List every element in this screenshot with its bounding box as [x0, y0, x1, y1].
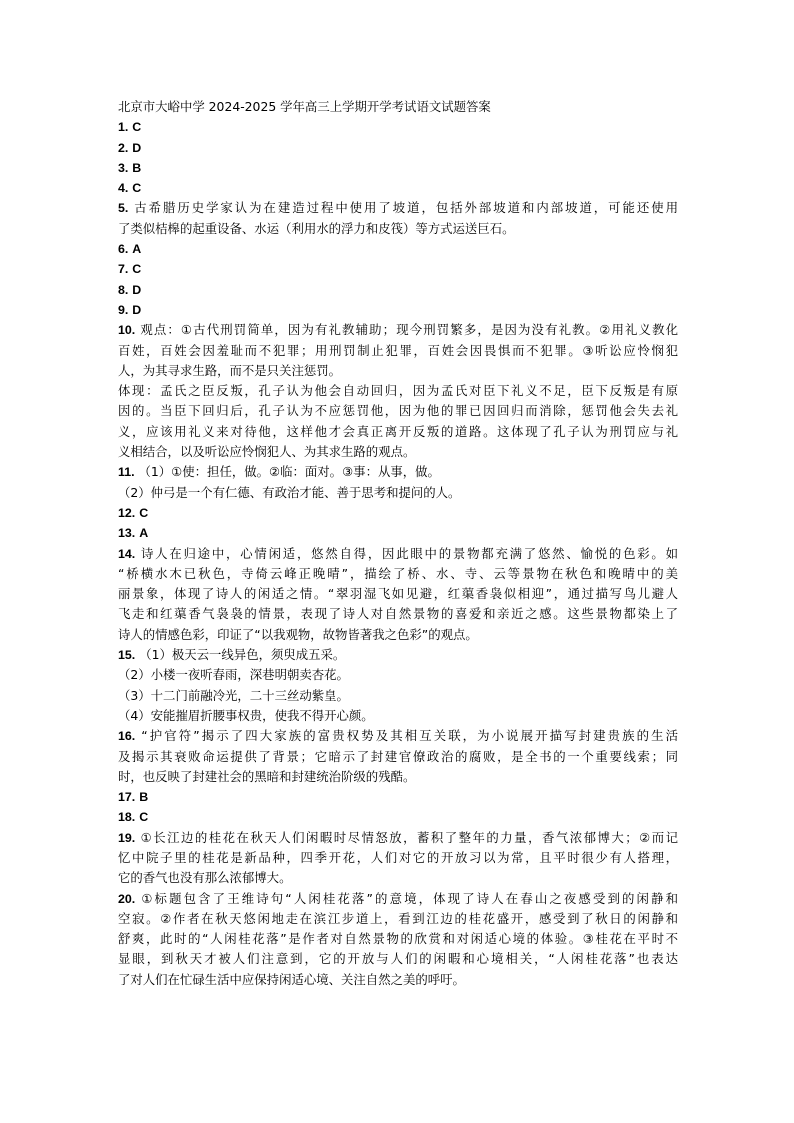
- answer-line: [118, 544, 678, 564]
- question-number: 1.: [118, 120, 129, 135]
- answer-text: ①长江边的桂花在秋天人们闲暇时尽情怒放，蓄积了整年的力量，香气浓郁博大；②而记: [140, 829, 678, 845]
- question-number: 3.: [118, 160, 129, 175]
- answer-line: [118, 949, 678, 969]
- answer-line: [118, 341, 678, 361]
- question-number: 7.: [118, 262, 129, 277]
- answer-line: [118, 462, 678, 482]
- answer-line: [118, 747, 678, 767]
- answer-line: [118, 219, 678, 239]
- answer-text: B: [139, 790, 149, 805]
- question-number: 12.: [118, 505, 136, 520]
- answer-line: [118, 138, 678, 158]
- question-number: 2.: [118, 140, 129, 155]
- answer-line: [118, 645, 678, 665]
- answer-text: （2）仲弓是一个有仁德、有政治才能、善于思考和提问的人。: [118, 484, 461, 500]
- answer-text: 丽景象，体现了诗人的闲适之情。“翠羽湿飞如见避，红蕖香袅似相迎”，通过描写鸟儿避人: [118, 586, 678, 602]
- question-number: 10.: [118, 323, 136, 338]
- answer-line: [118, 300, 678, 320]
- answer-text: 忆中院子里的桂花是新品种，四季开花，人们对它的开放习以为常，且平时很少有人搭理，: [118, 849, 678, 865]
- answer-text: 了对人们在忙碌生活中应保持闲适心境、关注自然之美的呼吁。: [118, 971, 465, 987]
- answer-line: [118, 401, 678, 421]
- answer-line: [118, 239, 678, 259]
- answer-text: 因的。当臣下回归后，孔子认为不应惩罚他，因为他的罪已因回归而消除，惩罚他会失去礼: [118, 403, 678, 419]
- answer-line: [118, 787, 678, 807]
- answer-line: [118, 158, 678, 178]
- answer-text: 义，应该用礼义来对待他，这样他才会真正离开反叛的道路。这体现了孔子认为刑罚应与礼: [118, 423, 678, 439]
- answer-text: C: [132, 181, 142, 196]
- answer-line: [118, 909, 678, 929]
- answer-line: [118, 604, 678, 624]
- answer-line: [118, 848, 678, 868]
- answer-line: [118, 442, 678, 462]
- answer-text: D: [132, 282, 142, 297]
- question-number: 8.: [118, 282, 129, 297]
- answer-line: [118, 178, 678, 198]
- answer-text: “护官符”揭示了四大家族的富贵权势及其相互关联，为小说展开描写封建贵族的生活: [141, 728, 678, 744]
- answer-line: [118, 280, 678, 300]
- question-number: 4.: [118, 181, 129, 196]
- question-number: 20.: [118, 891, 136, 906]
- answer-text: 义相结合，以及听讼应怜悯犯人、为其求生路的观点。: [118, 444, 416, 460]
- answer-text: D: [132, 140, 142, 155]
- answer-text: 百姓，百姓会因羞耻而不犯罪；用刑罚制止犯罪，百姓会因畏惧而不犯罪。③听讼应怜悯犯: [118, 342, 678, 358]
- answer-text: （3）十二门前融冷光，二十三丝动紫皇。: [118, 687, 349, 703]
- answer-text: A: [132, 242, 142, 257]
- question-number: 5.: [118, 201, 129, 216]
- answer-text: C: [132, 120, 142, 135]
- answer-text: “桥横水木已秋色，寺倚云峰正晚晴”，描绘了桥、水、寺、云等景物在秋色和晚晴中的美: [118, 565, 678, 581]
- answer-line: [118, 929, 678, 949]
- answer-line: [118, 523, 678, 543]
- answer-text: 诗人在归途中，心情闲适，悠然自得，因此眼中的景物都充满了悠然、愉悦的色彩。如: [140, 545, 678, 561]
- answer-text: B: [132, 160, 142, 175]
- question-number: 18.: [118, 810, 136, 825]
- answer-text: 空寂。②作者在秋天悠闲地走在滨江步道上，看到江边的桂花盛开，感受到了秋日的闲静和: [118, 910, 678, 926]
- answer-line: [118, 868, 678, 888]
- answer-line: [118, 381, 678, 401]
- answer-line: [118, 767, 678, 787]
- answer-text: （4）安能摧眉折腰事权贵，使我不得开心颜。: [118, 707, 374, 723]
- question-number: 11.: [118, 465, 135, 480]
- answer-line: [118, 706, 678, 726]
- answer-text: 及揭示其衰败命运提供了背景；它暗示了封建官僚政治的腐败，是全书的一个重要线索；同: [118, 748, 678, 764]
- answer-text: 古希腊历史学家认为在建造过程中使用了坡道，包括外部坡道和内部坡道，可能还使用: [134, 200, 678, 216]
- answer-line: [118, 686, 678, 706]
- answer-line: [118, 198, 678, 218]
- question-number: 15.: [118, 648, 136, 663]
- answer-text: 了类似桔槔的起重设备、水运（利用水的浮力和皮筏）等方式运送巨石。: [118, 220, 515, 236]
- answer-line: [118, 483, 678, 503]
- answer-line: [118, 503, 678, 523]
- answer-lines: [118, 117, 678, 990]
- answer-line: [118, 726, 678, 746]
- answer-text: 体现：孟氏之臣反叛，孔子认为他会自动回归，因为孟氏对臣下礼义不足，臣下反叛是有原: [118, 383, 678, 399]
- answer-line: [118, 584, 678, 604]
- question-number: 9.: [118, 302, 129, 317]
- question-number: 6.: [118, 242, 129, 257]
- answer-line: [118, 625, 678, 645]
- answer-line: [118, 422, 678, 442]
- answer-line: [118, 117, 678, 137]
- answer-text: 飞走和红蕖香气袅袅的情景，表现了诗人对自然景物的喜爱和亲近之感。这些景物都染上了: [118, 606, 678, 622]
- answer-line: [118, 564, 678, 584]
- answer-line: [118, 361, 678, 381]
- answer-line: [118, 889, 678, 909]
- answer-text: C: [132, 262, 142, 277]
- answer-text: ①标题包含了王维诗句“人闲桂花落”的意境，体现了诗人在春山之夜感受到的闲静和: [141, 890, 678, 906]
- document-title: 北京市大峪中学 2024-2025 学年高三上学期开学考试语文试题答案: [118, 99, 491, 114]
- question-number: 14.: [118, 546, 136, 561]
- answer-text: 它的香气也没有那么浓郁博大。: [118, 870, 292, 886]
- answer-line: [118, 259, 678, 279]
- answer-text: 时，也反映了封建社会的黑暗和封建统治阶级的残酷。: [118, 768, 416, 784]
- question-number: 19.: [118, 830, 136, 845]
- question-number: 13.: [118, 526, 136, 541]
- answer-text: （2）小楼一夜听春雨，深巷明朝卖杏花。: [118, 667, 349, 683]
- answer-line: [118, 665, 678, 685]
- answer-document: [118, 97, 678, 990]
- answer-text: C: [139, 505, 149, 520]
- answer-text: 显眼，到秋天才被人们注意到，它的开放与人们的闲暇和心境相关，“人闲桂花落”也表达: [118, 951, 678, 967]
- answer-text: （1）极天云一线异色，须臾成五采。: [139, 647, 346, 663]
- answer-line: [118, 970, 678, 990]
- answer-line: [118, 807, 678, 827]
- answer-text: C: [139, 810, 149, 825]
- answer-text: A: [139, 526, 149, 541]
- answer-text: （1）①使：担任，做。②临：面对。③事：从事，做。: [138, 464, 440, 480]
- question-number: 16.: [118, 729, 136, 744]
- answer-line: [118, 320, 678, 340]
- answer-line: [118, 828, 678, 848]
- answer-text: 人，为其寻求生路，而不是只关注惩罚。: [118, 362, 342, 378]
- answer-text: D: [132, 302, 142, 317]
- answer-text: 舒爽，此时的“人闲桂花落”是作者对自然景物的欣赏和对闲适心境的体验。③桂花在平时不: [118, 931, 678, 947]
- answer-text: 观点：①古代刑罚简单，因为有礼教辅助；现今刑罚繁多，是因为没有礼教。②用礼义教化: [140, 322, 678, 338]
- answer-text: 诗人的情感色彩，印证了“以我观物，故物皆著我之色彩”的观点。: [118, 626, 478, 642]
- question-number: 17.: [118, 790, 136, 805]
